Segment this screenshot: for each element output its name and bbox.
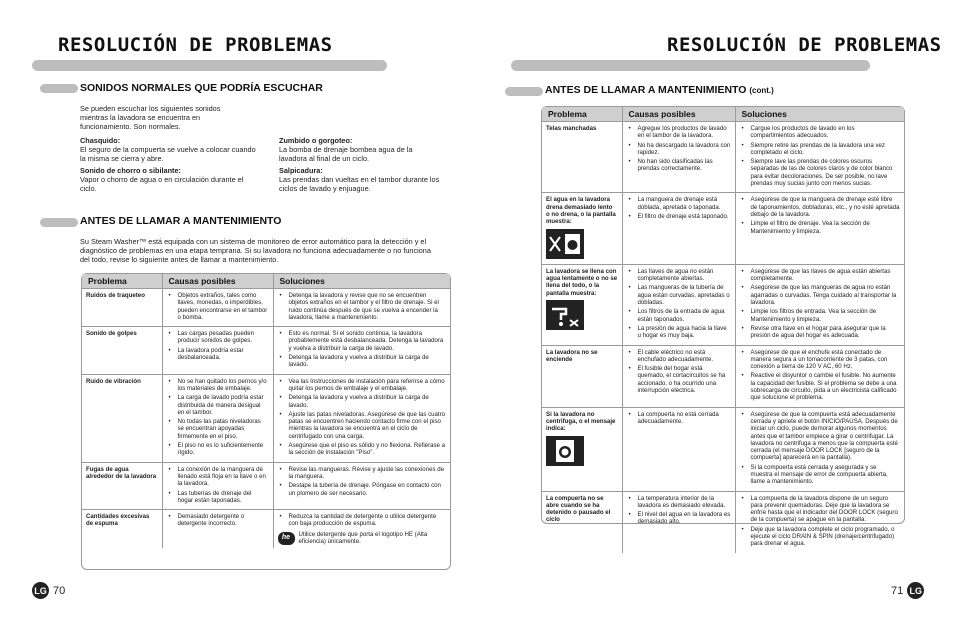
bullet-item: • Objetos extraños, tales como llaves, monedas, o imperdibles, pueden encontrarse en el tambor o bomba. bbox=[167, 292, 269, 321]
section-title-before-service: ANTES DE LLAMAR A MANTENIMIENTO bbox=[80, 215, 282, 227]
section-title-text: ANTES DE LLAMAR A MANTENIMIENTO bbox=[545, 84, 747, 96]
normal-sounds-intro: Se pueden escuchar los siguientes sonidos mientras la lavadora se encuentra en funcionamiento. Son normales. bbox=[80, 104, 221, 132]
problem-cell bbox=[82, 374, 162, 462]
bullet-item: • Asegúrese de que las mangueras de agua no están agarradas o curvadas. Tenga cuidado al transportar la lavadora. bbox=[740, 284, 901, 306]
bullet-item: • Asegúrese que el piso es sólido y no flexiona. Refiérase a la sección de instalación "Piso". bbox=[278, 442, 447, 457]
solutions-cell bbox=[735, 345, 904, 407]
bullet-item: • Ajuste las patas niveladoras. Asegúrese de que las cuatro patas se encuentren haciendo contacto firme con el piso mientras la lavadora se encuentra en el ciclo de centrifugado con una carga. bbox=[278, 411, 447, 440]
bullet-list bbox=[167, 378, 269, 457]
bullet-list bbox=[740, 349, 901, 402]
bullet-list bbox=[278, 330, 447, 368]
col-header-problem: Problema bbox=[82, 274, 162, 289]
solutions-cell bbox=[273, 510, 450, 549]
sound-text: Vapor o chorro de agua o en circulación durante el ciclo. bbox=[80, 175, 244, 194]
bullet-item: • Siempre lave las prendas de colores oscuros separadas de las de colores claros y de color blanco para evitar decoloraciones. De ser posible, no lave prendas muy sucias junto con menos sucias. bbox=[740, 158, 901, 187]
section-title-normal-sounds: SONIDOS NORMALES QUE PODRÍA ESCUCHAR bbox=[80, 82, 323, 94]
bullet-list bbox=[167, 330, 269, 361]
bullet-item: • Los filtros de la entrada de agua están taponados. bbox=[627, 308, 731, 323]
sound-label: Zumbido o gorgoteo: bbox=[279, 136, 353, 145]
lg-logo-icon: LG bbox=[32, 582, 49, 599]
table-row bbox=[542, 122, 904, 193]
causes-cell bbox=[162, 462, 273, 509]
table-row bbox=[82, 510, 450, 549]
table-row bbox=[542, 491, 904, 553]
bullet-item: • Esto es normal. Si el sonido continúa, la lavadora probablemente está desbalanceada. Detenga la lavadora y vuelva a distribuir la carga de lavado. bbox=[278, 330, 447, 352]
troubleshooting-table-right bbox=[541, 106, 905, 548]
bullet-item: • Reactive el disyuntor o cambie el fusible. No aumente la capacidad del fusible. Si el problema se debe a una sobrecarga de circuito, pida a un electricista calificado que solucione el problema. bbox=[740, 372, 901, 401]
bullet-item: • El nivel del agua en la lavadora es demasiado alto. bbox=[627, 511, 731, 526]
problem-text: Cantidades excesivas de espuma bbox=[86, 513, 150, 528]
drain-error-icon bbox=[546, 229, 618, 261]
solutions-cell bbox=[273, 327, 450, 374]
bullet-item: • El piso no es lo suficientemente rígido. bbox=[167, 442, 269, 457]
he-logo-icon: he bbox=[278, 532, 295, 545]
section-marker bbox=[505, 87, 543, 96]
col-header-causes: Causas posibles bbox=[622, 107, 735, 122]
bullet-item: • La compuerta no está cerrada adecuadamente. bbox=[627, 411, 731, 426]
problem-text: Sonido de golpes bbox=[86, 330, 137, 338]
bullet-item: • La carga de lavado podría estar distribuida de manera desigual en el tambor. bbox=[167, 394, 269, 416]
problem-cell bbox=[82, 462, 162, 509]
section-marker bbox=[40, 218, 78, 227]
causes-cell bbox=[622, 264, 735, 345]
sound-label: Chasquido: bbox=[80, 136, 121, 145]
bullet-item: • Las cargas pesadas pueden producir sonidos de golpes. bbox=[167, 330, 269, 345]
bullet-item: • Demasiado detergente o detergente incorrecto. bbox=[167, 513, 269, 528]
bullet-item: • La lavadora podría estar desbalanceada. bbox=[167, 347, 269, 362]
page-title: RESOLUCIÓN DE PROBLEMAS bbox=[667, 34, 942, 56]
causes-cell bbox=[622, 122, 735, 193]
bullet-item: • Vea las Instrucciones de instalación para referirse a cómo quitar los pernos de embalaje y el embalaje. bbox=[278, 378, 447, 393]
bullet-list bbox=[740, 196, 901, 234]
causes-cell bbox=[162, 374, 273, 462]
sound-text: El seguro de la compuerta se vuelve a colocar cuando la misma se cierra y abre. bbox=[80, 145, 256, 164]
problem-text: Fugas de agua alrededor de la lavadora bbox=[86, 465, 157, 480]
solutions-cell bbox=[273, 462, 450, 509]
bullet-item: • Si la compuerta está cerrada y asegurada y se muestra el mensaje de error de compuerta abierta, llame a mantenimiento. bbox=[740, 464, 901, 486]
bullet-item: • Asegúrese de que la manguera de drenaje esté libre de taponamientos, dobladuras, etc., y no esté apretada debajo de la lavadora. bbox=[740, 196, 901, 218]
he-note-text: Utilice detergente que porta el logotipo HE (Alta eficiencia) únicamente. bbox=[298, 530, 428, 546]
bullet-item: • Reduzca la cantidad de detergente o utilice detergente con baja producción de espuma. bbox=[278, 513, 447, 528]
bullet-list bbox=[278, 292, 447, 321]
bullet-item: • Revise las mangueras. Revise y ajuste las conexiones de la manguera. bbox=[278, 466, 447, 481]
bullet-item: • Siempre retire las prendas de la lavadora una vez completado el ciclo. bbox=[740, 142, 901, 157]
bullet-list bbox=[740, 125, 901, 187]
problem-text: La lavadora no se enciende bbox=[546, 348, 598, 363]
bullet-item: • No se han quitado los pernos y/o los materiales de embalaje. bbox=[167, 378, 269, 393]
bullet-item: • La compuerta de la lavadora dispone de un seguro para prevenir quemaduras. Deje que la lavadora se enfríe hasta que el indicador del DOOR LOCK (seguro de la compuerta) se apague en la pantalla. bbox=[740, 495, 901, 524]
right-page bbox=[477, 0, 954, 625]
problem-text: El agua en la lavadora drena demasiado lento o no drena, o la pantalla muestra: bbox=[546, 196, 616, 226]
bullet-item: • Asegúrese de que las llaves de agua están abiertas completamente. bbox=[740, 268, 901, 283]
bullet-item: • La presión de agua hacia la llave u hogar es muy baja. bbox=[627, 325, 731, 340]
bullet-item: • Cargue los productos de lavado en los compartimientos adecuados. bbox=[740, 125, 901, 140]
bullet-list bbox=[278, 513, 447, 528]
bullet-item: • Asegúrese de que la compuerta está adecuadamente cerrada y apriete el botón INICIO/PAUSA. Después de iniciar un ciclo, puede demorar algunos momentos antes que el tambor empiece a girar o centrifugar. La lavadora no centrifuga a menos que la compuerta esté cerrada (el mensaje DOOR LOCK [seguro de la compuerta] aparecerá en la pantalla). bbox=[740, 411, 901, 462]
bullet-item: • Detenga la lavadora y vuelva a distribuir la carga de lavado. bbox=[278, 394, 447, 409]
table-row bbox=[542, 407, 904, 491]
troubleshooting-table-left bbox=[81, 273, 451, 570]
problem-cell bbox=[542, 407, 622, 491]
page-title: RESOLUCIÓN DE PROBLEMAS bbox=[58, 34, 333, 56]
bullet-list bbox=[627, 125, 731, 173]
problem-cell bbox=[542, 193, 622, 264]
problem-cell bbox=[82, 327, 162, 374]
bullet-item: • Deje que la lavadora complete el ciclo programado, o ejecute el ciclo DRAIN & SPIN (drenaje/centrifugado) para drenar el agua. bbox=[740, 526, 901, 548]
lg-logo-icon: LG bbox=[907, 582, 924, 599]
bullet-item: • Revise otra llave en el hogar para asegurar que la presión de agua del hogar es adecuada. bbox=[740, 325, 901, 340]
water-inlet-error-icon bbox=[546, 300, 618, 332]
problem-cell bbox=[82, 289, 162, 327]
bullet-list bbox=[167, 466, 269, 504]
bullet-list bbox=[278, 378, 447, 457]
bullet-item: • Las llaves de agua no están completamente abiertas. bbox=[627, 268, 731, 283]
causes-cell bbox=[162, 510, 273, 549]
sound-label: Sonido de chorro o sibilante: bbox=[80, 166, 181, 175]
bullet-item: • El cable eléctrico no está enchufado adecuadamente. bbox=[627, 349, 731, 364]
solutions-cell bbox=[735, 122, 904, 193]
section-title-cont: (cont.) bbox=[749, 86, 774, 95]
bullet-item: • Agregue los productos de lavado en el tambor de la lavadora. bbox=[627, 125, 731, 140]
col-header-solutions: Soluciones bbox=[273, 274, 450, 289]
causes-cell bbox=[162, 289, 273, 327]
bullet-item: • Asegúrese de que el enchufe está conectado de manera segura a un tomacorriente de 3 patas, con conexión a tierra de 120 V AC, 60 Hz. bbox=[740, 349, 901, 371]
solutions-cell bbox=[273, 289, 450, 327]
problem-cell bbox=[542, 491, 622, 553]
page-number-text: 70 bbox=[53, 584, 66, 597]
solutions-cell bbox=[735, 407, 904, 491]
table-row bbox=[542, 193, 904, 264]
bullet-item: • Detenga la lavadora y vuelva a distribuir la carga de lavado. bbox=[278, 354, 447, 369]
bullet-item: • El fusible del hogar está quemado, el cortacircuitos se ha accionado, o ha ocurrido una interrupción eléctrica. bbox=[627, 365, 731, 394]
bullet-list bbox=[627, 411, 731, 426]
problem-cell bbox=[542, 345, 622, 407]
bullet-item: • No todas las patas niveladoras se encuentran apoyadas firmemente en el piso. bbox=[167, 418, 269, 440]
title-rule bbox=[511, 60, 870, 71]
causes-cell bbox=[622, 193, 735, 264]
bullet-list bbox=[278, 466, 447, 497]
bullet-list bbox=[740, 411, 901, 486]
bullet-item: • Limpie el filtro de drenaje. Vea la sección de Mantenimiento y limpieza. bbox=[740, 220, 901, 235]
bullet-item: • Las tuberías de drenaje del hogar están taponadas. bbox=[167, 490, 269, 505]
bullet-item: • La conexión de la manguera de llenado está floja en la llave o en la lavadora. bbox=[167, 466, 269, 488]
sound-item bbox=[279, 136, 429, 163]
table-row bbox=[82, 289, 450, 327]
bullet-item: • No han sido clasificadas las prendas correctamente. bbox=[627, 158, 731, 173]
sound-item bbox=[80, 166, 255, 193]
causes-cell bbox=[622, 345, 735, 407]
col-header-solutions: Soluciones bbox=[735, 107, 904, 122]
bullet-item: • Las mangueras de la tubería de agua están curvadas, apretadas o dobladas. bbox=[627, 284, 731, 306]
sound-text: Las prendas dan vueltas en el tambor durante los ciclos de lavado y enjuague. bbox=[279, 175, 440, 194]
he-note bbox=[278, 531, 447, 546]
bullet-list bbox=[740, 268, 901, 340]
col-header-problem: Problema bbox=[542, 107, 622, 122]
col-header-causes: Causas posibles bbox=[162, 274, 273, 289]
bullet-item: • La manguera de drenaje está doblada, apretada o taponada. bbox=[627, 196, 731, 211]
section-marker bbox=[40, 84, 78, 93]
problem-text: Telas manchadas bbox=[546, 125, 597, 132]
section-title-before-service-cont bbox=[545, 84, 774, 96]
page-number-text: 71 bbox=[891, 584, 904, 597]
sound-item bbox=[279, 166, 444, 193]
table-row bbox=[82, 374, 450, 462]
bullet-list bbox=[627, 495, 731, 526]
table-row bbox=[542, 264, 904, 345]
sound-label: Salpicadura: bbox=[279, 166, 323, 175]
solutions-cell bbox=[735, 491, 904, 553]
sound-text: La bomba de drenaje bombea agua de la lavadora al final de un ciclo. bbox=[279, 145, 413, 164]
bullet-item: • El filtro de drenaje está taponado. bbox=[627, 213, 731, 220]
bullet-item: • La temperatura interior de la lavadora es demasiado elevada. bbox=[627, 495, 731, 510]
bullet-item: • Limpie los filtros de entrada. Vea la sección de Mantenimiento y limpieza. bbox=[740, 308, 901, 323]
problem-text: Ruidos de traqueteo bbox=[86, 292, 145, 299]
bullet-list bbox=[627, 349, 731, 395]
bullet-item: • No ha descargado la lavadora con rapidez. bbox=[627, 142, 731, 157]
page-number bbox=[32, 582, 65, 599]
table-row bbox=[82, 462, 450, 509]
bullet-item: • Detenga la lavadora y revise que no se encuentren objetos extraños en el tambor y el filtro de drenaje. Si el ruido continúa después de que se vuelva a encender la lavadora, llame a mantenimiento. bbox=[278, 292, 447, 321]
causes-cell bbox=[162, 327, 273, 374]
problem-cell bbox=[542, 122, 622, 193]
bullet-list bbox=[167, 292, 269, 321]
sound-item bbox=[80, 136, 260, 163]
table-row bbox=[82, 327, 450, 374]
problem-text: La compuerta no se abre cuando se ha detenido o pausado el ciclo bbox=[546, 494, 611, 524]
causes-cell bbox=[622, 407, 735, 491]
bullet-list bbox=[167, 513, 269, 528]
page-number bbox=[891, 582, 924, 599]
bullet-list bbox=[627, 196, 731, 220]
door-error-icon bbox=[546, 436, 618, 468]
solutions-cell bbox=[735, 193, 904, 264]
solutions-cell bbox=[735, 264, 904, 345]
problem-text: Si la lavadora no centrifuga, o el mensaje indica: bbox=[546, 410, 616, 433]
before-service-intro: Su Steam Washer™ está equipada con un sistema de monitoreo de error automático para la detección y el diagnóstico de problemas en una etapa temprana. Si su lavadora no funciona adecuadamente o no funciona del todo, revise lo siguiente antes de llamar a mantenimiento. bbox=[80, 237, 431, 265]
causes-cell bbox=[622, 491, 735, 553]
solutions-cell bbox=[273, 374, 450, 462]
bullet-list bbox=[627, 268, 731, 340]
bullet-item: • Destape la tubería de drenaje. Póngase en contacto con un plomero de ser necesario. bbox=[278, 482, 447, 497]
title-rule bbox=[32, 60, 387, 71]
table-row bbox=[542, 345, 904, 407]
problem-cell bbox=[82, 510, 162, 549]
problem-cell bbox=[542, 264, 622, 345]
bullet-list bbox=[740, 495, 901, 548]
problem-text: La lavadora se llena con agua lentamente o no se llena del todo, o la pantalla muestra: bbox=[546, 267, 618, 297]
problem-text: Ruido de vibración bbox=[86, 377, 141, 385]
